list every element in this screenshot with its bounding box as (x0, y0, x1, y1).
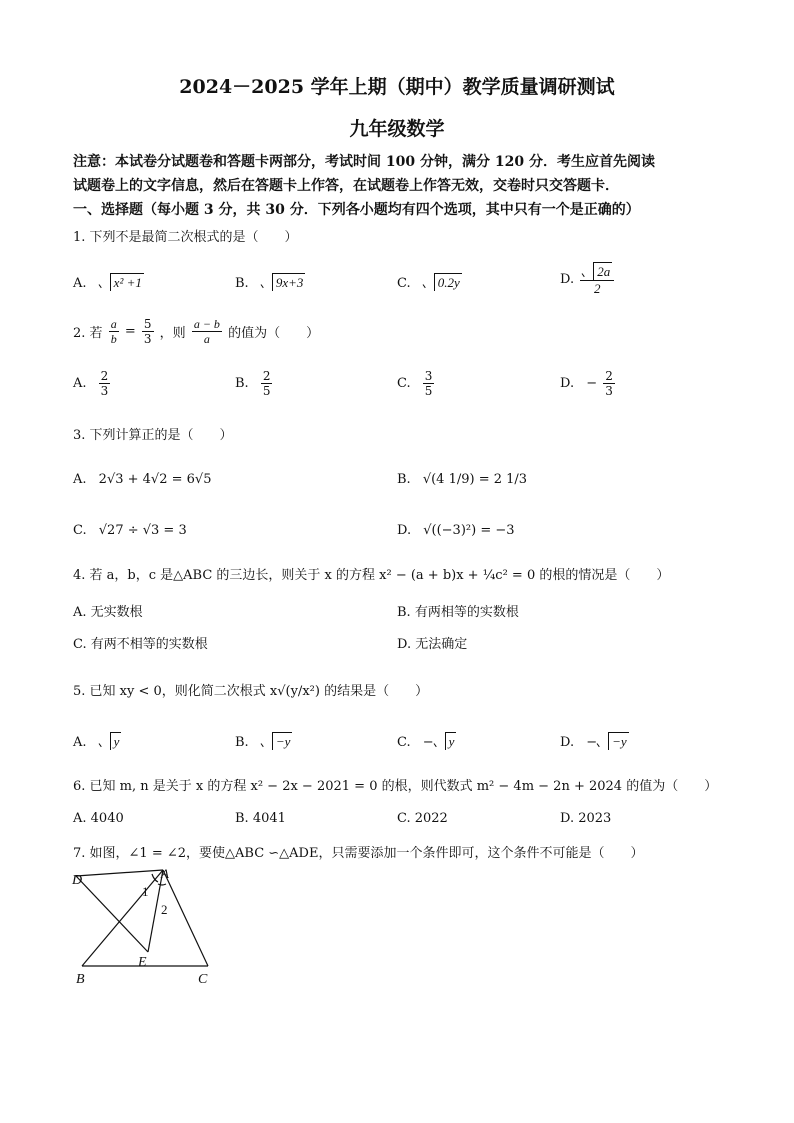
q2-stem (73, 317, 319, 346)
q2-f1-num: a (110, 317, 117, 331)
q5-stem: 5. 已知 xy < 0，则化简二次根式 x√(y/x²) 的结果是（ ） (73, 684, 429, 699)
q2-b-den: 5 (262, 384, 271, 398)
q3-c-expr: √27 ÷ √3 = 3 (98, 523, 187, 538)
q3-option-a (73, 472, 211, 487)
q2-a-den: 3 (100, 384, 109, 398)
q2-d-den: 3 (605, 384, 613, 398)
angle-1-arc (152, 874, 158, 882)
q4-stem: 4. 若 a，b，c 是△ABC 的三边长，则关于 x 的方程 x² − (a + b)x + ¼c² = 0 的根的情况是（ ） (73, 568, 670, 583)
q2-b-label: B. (235, 376, 249, 391)
q1-c-label: C. (397, 276, 411, 291)
segment-da (76, 870, 163, 876)
q6-option-b: B. 4041 (235, 811, 286, 826)
q1-stem: 1. 下列不是最简二次根式的是（ ） (73, 230, 298, 245)
q2-pre: 2. 若 (73, 326, 103, 341)
label-d: D (72, 873, 83, 888)
q5-d-sign: − (586, 735, 598, 750)
notice-line-1: 注意：本试卷分试题卷和答题卡两部分，考试时间 100 分钟，满分 120 分．考生应首先阅读 (73, 154, 655, 170)
q1-option-a (73, 273, 144, 291)
q2-c-num: 3 (424, 369, 433, 383)
q3-option-d (397, 523, 515, 538)
q3-a-label: A. (73, 472, 87, 487)
q6-stem: 6. 已知 m, n 是关于 x 的方程 x² − 2x − 2021 = 0 的根，则代数式 m² − 4m − 2n + 2024 的值为（ ） (73, 779, 718, 794)
q1-d-den: 2 (593, 281, 601, 296)
q3-d-expr: √((−3)²) = −3 (423, 523, 515, 538)
q2-d-num: 2 (605, 369, 613, 383)
q1-a-expr: x² +1 (110, 273, 144, 291)
q7-figure (66, 862, 226, 990)
q3-d-label: D. (397, 523, 412, 538)
q6-option-c: C. 2022 (397, 811, 448, 826)
label-1: 1 (142, 884, 149, 899)
q5-option-c (397, 732, 456, 750)
q2-c-den: 5 (424, 384, 433, 398)
q2-option-c (397, 369, 436, 398)
q5-option-b (235, 732, 292, 750)
q5-a-label: A. (73, 735, 87, 750)
q2-a-label: A. (73, 376, 87, 391)
q2-c-label: C. (397, 376, 411, 391)
notice-line-2: 试题卷上的文字信息，然后在答题卡上作答，在试题卷上作答无效，交卷时只交答题卡． (73, 178, 619, 194)
q2-option-d (560, 369, 617, 398)
q2-f2-num: 5 (143, 317, 152, 331)
q2-option-a (73, 369, 112, 398)
q2-f3-num: a − b (193, 317, 220, 331)
q5-a-expr: y (110, 732, 122, 750)
q4-option-c: C. 有两不相等的实数根 (73, 637, 208, 652)
segment-ac (163, 870, 208, 966)
q2-f1-den: b (110, 332, 117, 346)
q2-mid: ，则 (159, 326, 186, 341)
q5-d-label: D. (560, 735, 575, 750)
q2-a-num: 2 (100, 369, 109, 383)
q1-b-expr: 9x+3 (272, 273, 306, 291)
q4-option-d: D. 无法确定 (397, 637, 468, 652)
segment-de (76, 876, 148, 952)
label-a: A (161, 866, 169, 881)
q2-d-sign: − (586, 376, 598, 391)
q3-stem: 3. 下列计算正的是（ ） (73, 428, 233, 443)
q4-option-a: A. 无实数根 (73, 605, 143, 620)
label-2: 2 (161, 902, 168, 917)
segment-ab (82, 870, 163, 966)
q6-option-a: A. 4040 (73, 811, 124, 826)
q3-b-label: B. (397, 472, 411, 487)
angle-2-arc (158, 884, 166, 885)
q1-option-d (560, 262, 616, 297)
section-heading: 一、选择题（每小题 3 分，共 30 分．下列各小题均有四个选项，其中只有一个是正确的） (73, 202, 640, 218)
q2-f2-den: 3 (143, 332, 152, 346)
q5-option-d (560, 732, 629, 750)
q3-option-b (397, 472, 527, 487)
label-e: E (138, 955, 147, 970)
q2-f3-den: a (203, 332, 210, 346)
q5-b-expr: −y (272, 732, 293, 750)
q5-d-expr: −y (608, 732, 629, 750)
q5-c-label: C. (397, 735, 411, 750)
q2-b-num: 2 (262, 369, 271, 383)
label-b: B (76, 972, 85, 987)
q5-b-label: B. (235, 735, 249, 750)
q2-equals: = (124, 324, 136, 339)
q2-option-b (235, 369, 274, 398)
q1-d-label: D. (560, 272, 575, 287)
q1-option-c (397, 273, 462, 291)
q5-c-sign: − (422, 735, 434, 750)
q1-c-expr: 0.2y (434, 273, 462, 291)
page-subtitle: 九年级数学 (349, 118, 445, 140)
q3-a-expr: 2√3 + 4√2 = 6√5 (98, 472, 212, 487)
q1-option-b (235, 273, 305, 291)
q3-c-label: C. (73, 523, 87, 538)
q5-c-expr: y (445, 732, 457, 750)
q3-b-expr: √(4 1/9) = 2 1/3 (422, 472, 528, 487)
q4-option-b: B. 有两相等的实数根 (397, 605, 519, 620)
q1-b-label: B. (235, 276, 249, 291)
q7-stem: 7. 如图，∠1 = ∠2，要使△ABC ∽△ADE，只需要添加一个条件即可，这个条件不可能是（ ） (73, 846, 644, 861)
q1-d-num: 2a (593, 262, 612, 280)
page-title: 2024－2025 学年上期（期中）教学质量调研测试 (179, 76, 615, 98)
label-c: C (198, 972, 208, 987)
q6-option-d: D. 2023 (560, 811, 612, 826)
q2-post: 的值为（ ） (228, 326, 320, 341)
q2-d-label: D. (560, 376, 575, 391)
q5-option-a (73, 732, 121, 750)
q1-a-label: A. (73, 276, 87, 291)
q3-option-c (73, 523, 187, 538)
